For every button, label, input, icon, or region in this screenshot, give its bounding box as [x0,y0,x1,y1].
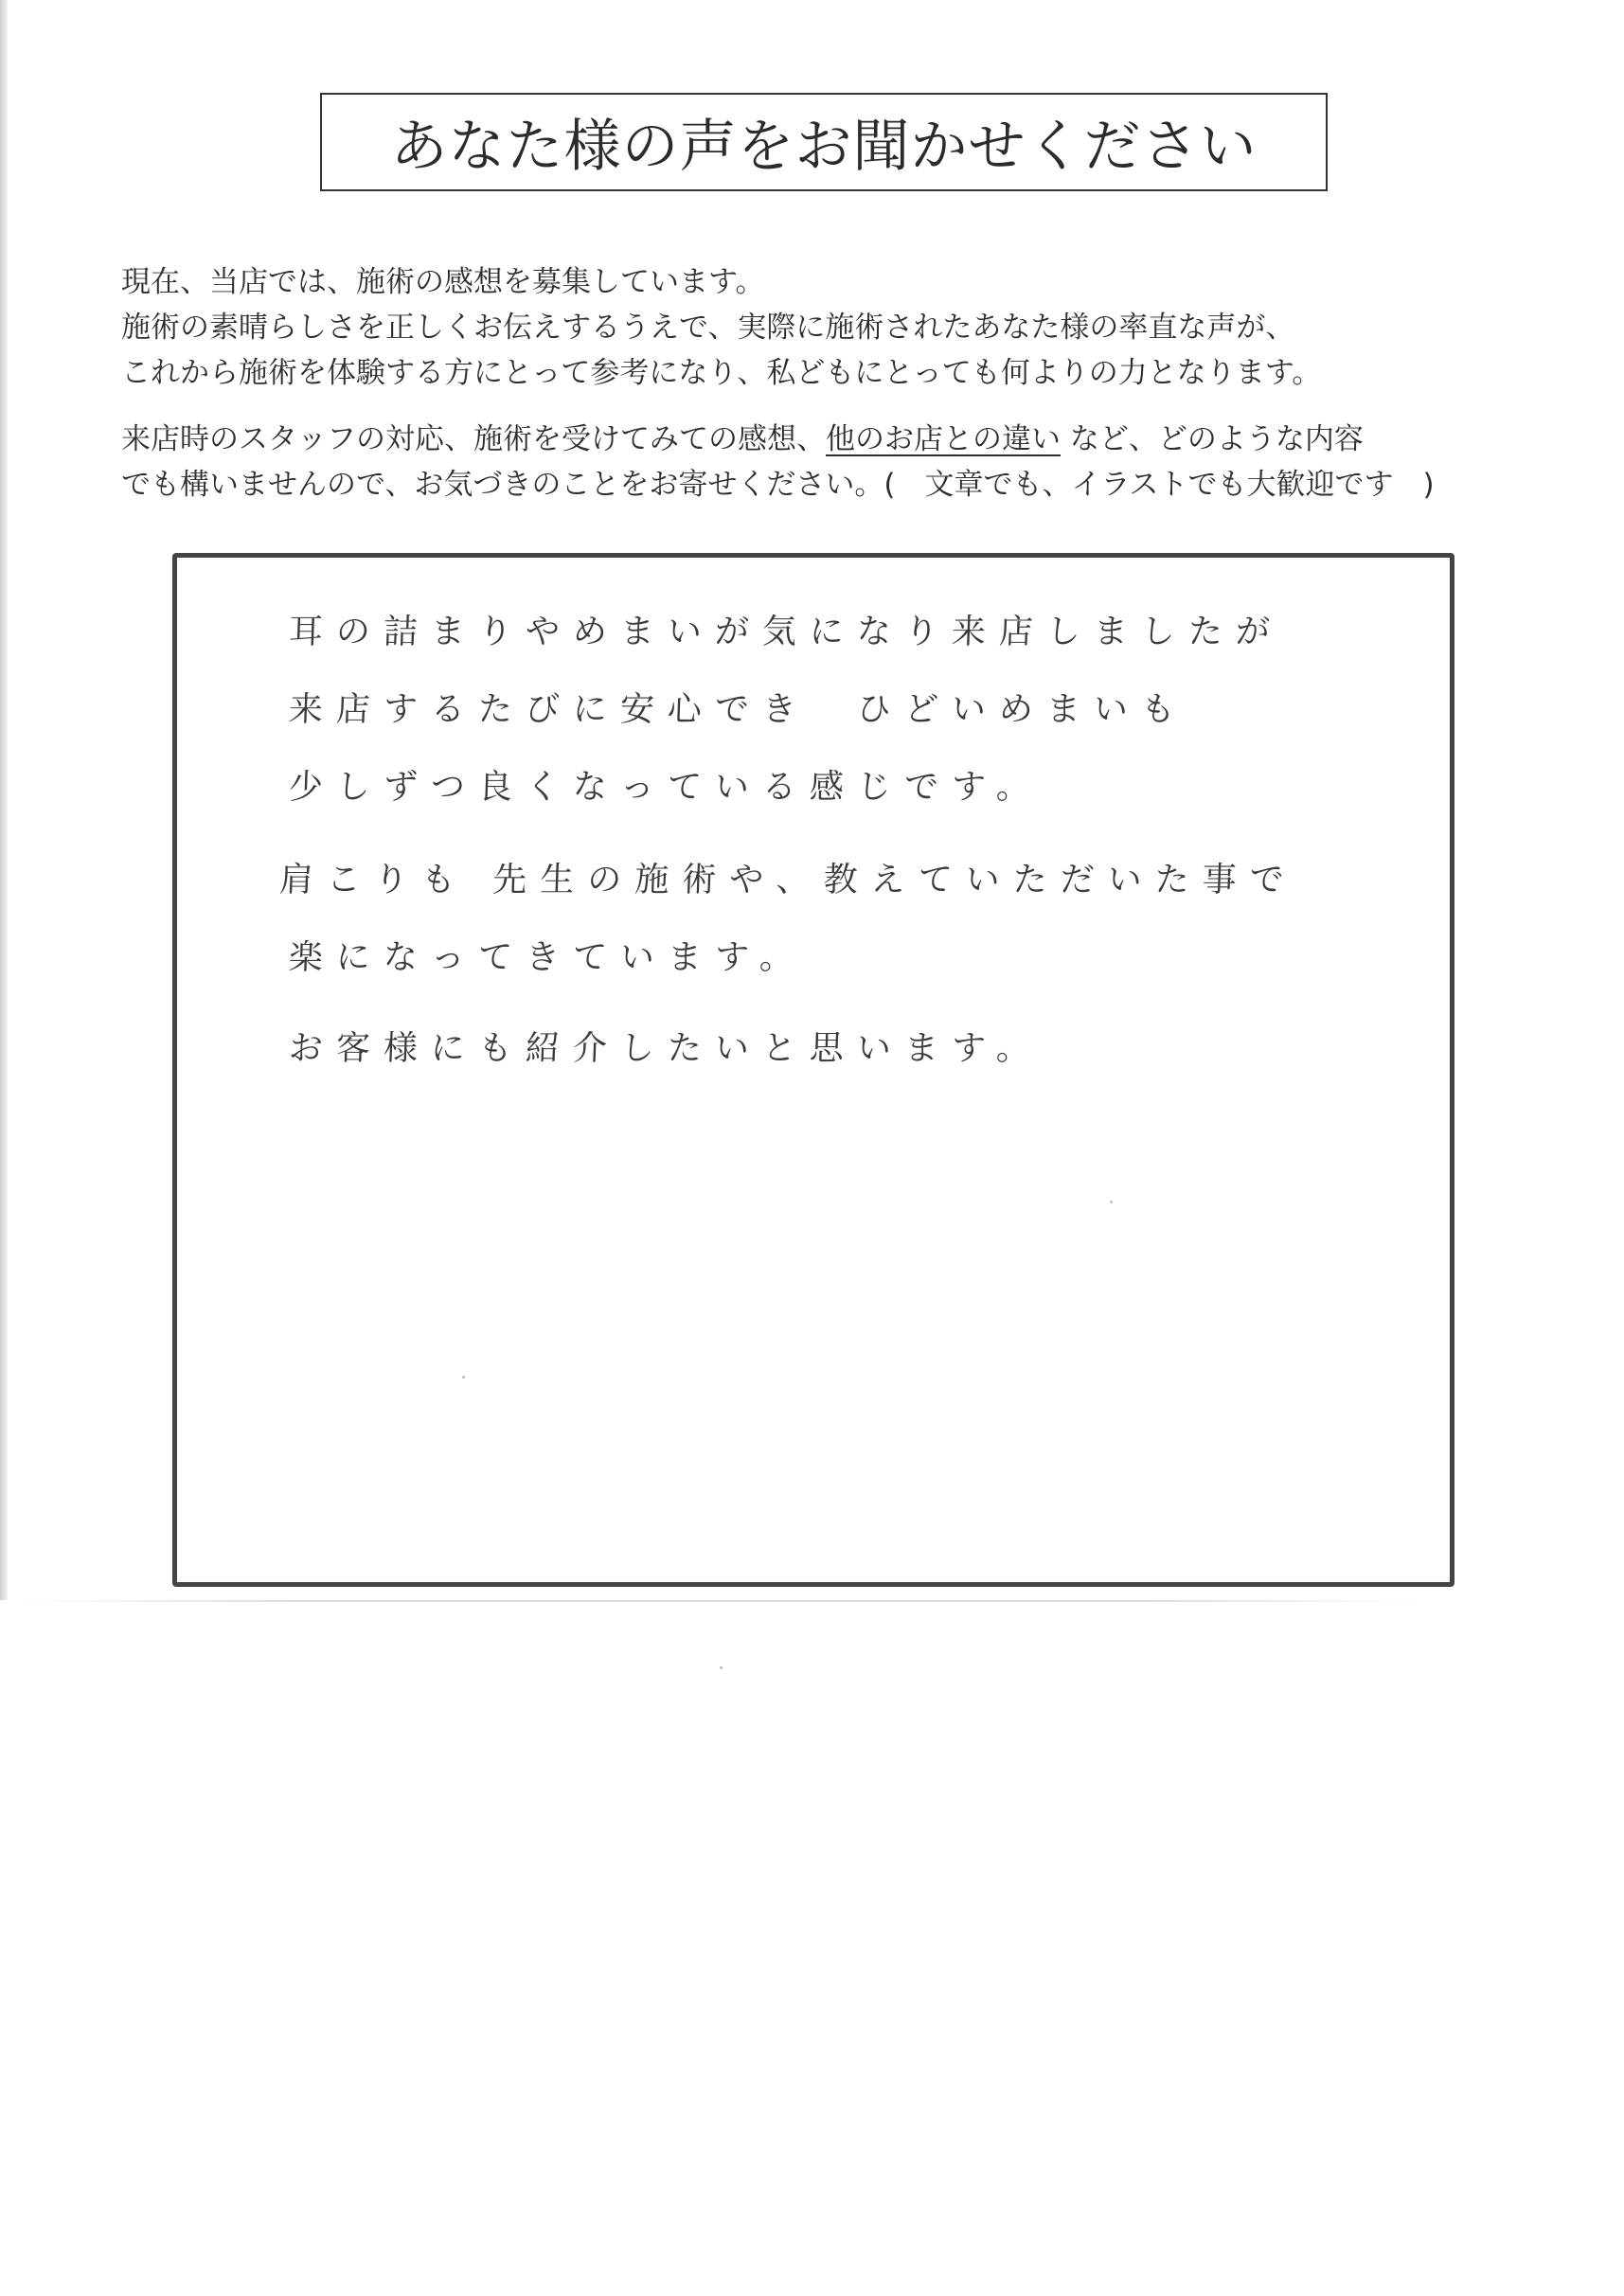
handwritten-line: 肩こりも 先生の施術や、教えていただいた事で [278,861,1298,899]
intro-line-start: 来店時のスタッフの対応、施術を受けてみての感想、 [121,422,826,456]
handwritten-line: 少しずつ良くなっている感じです。 [288,768,1044,807]
handwritten-line: お客様にも紹介したいと思います。 [288,1029,1044,1068]
intro-text [121,259,1523,507]
scan-fold-line [19,1600,1420,1602]
paragraph-gap [121,396,1523,417]
intro-line: でも構いませんので、お気づきのことをお寄せください。( 文章でも、イラストでも大歓迎です ) [121,468,1435,502]
handwritten-line: 来店するたびに安心でき ひどいめまいも [288,690,1189,729]
underlined-phrase: 他のお店との違い [826,422,1061,456]
intro-line [121,417,1523,462]
intro-line: 施術の素晴らしさを正しくお伝えするうえで、実際に施術されたあなた様の率直な声が、 [121,311,1295,345]
handwritten-line: 耳の詰まりやめまいが気になり来店しましたが [288,613,1284,651]
page-title: あなた様の声をお聞かせください [390,114,1258,180]
scan-speck [720,1666,723,1669]
handwritten-line: 楽になってきています。 [288,938,808,977]
intro-line: これから施術を体験する方にとって参考になり、私どもにとっても何よりの力となります。 [121,356,1322,390]
answer-box [172,553,1454,1587]
page-edge [0,0,8,1600]
scan-speck [462,1376,465,1379]
intro-line-end: など、どのような内容 [1069,422,1364,456]
title-box [320,93,1328,191]
intro-line: 現在、当店では、施術の感想を募集しています。 [121,265,765,299]
scan-speck [1110,1201,1113,1203]
